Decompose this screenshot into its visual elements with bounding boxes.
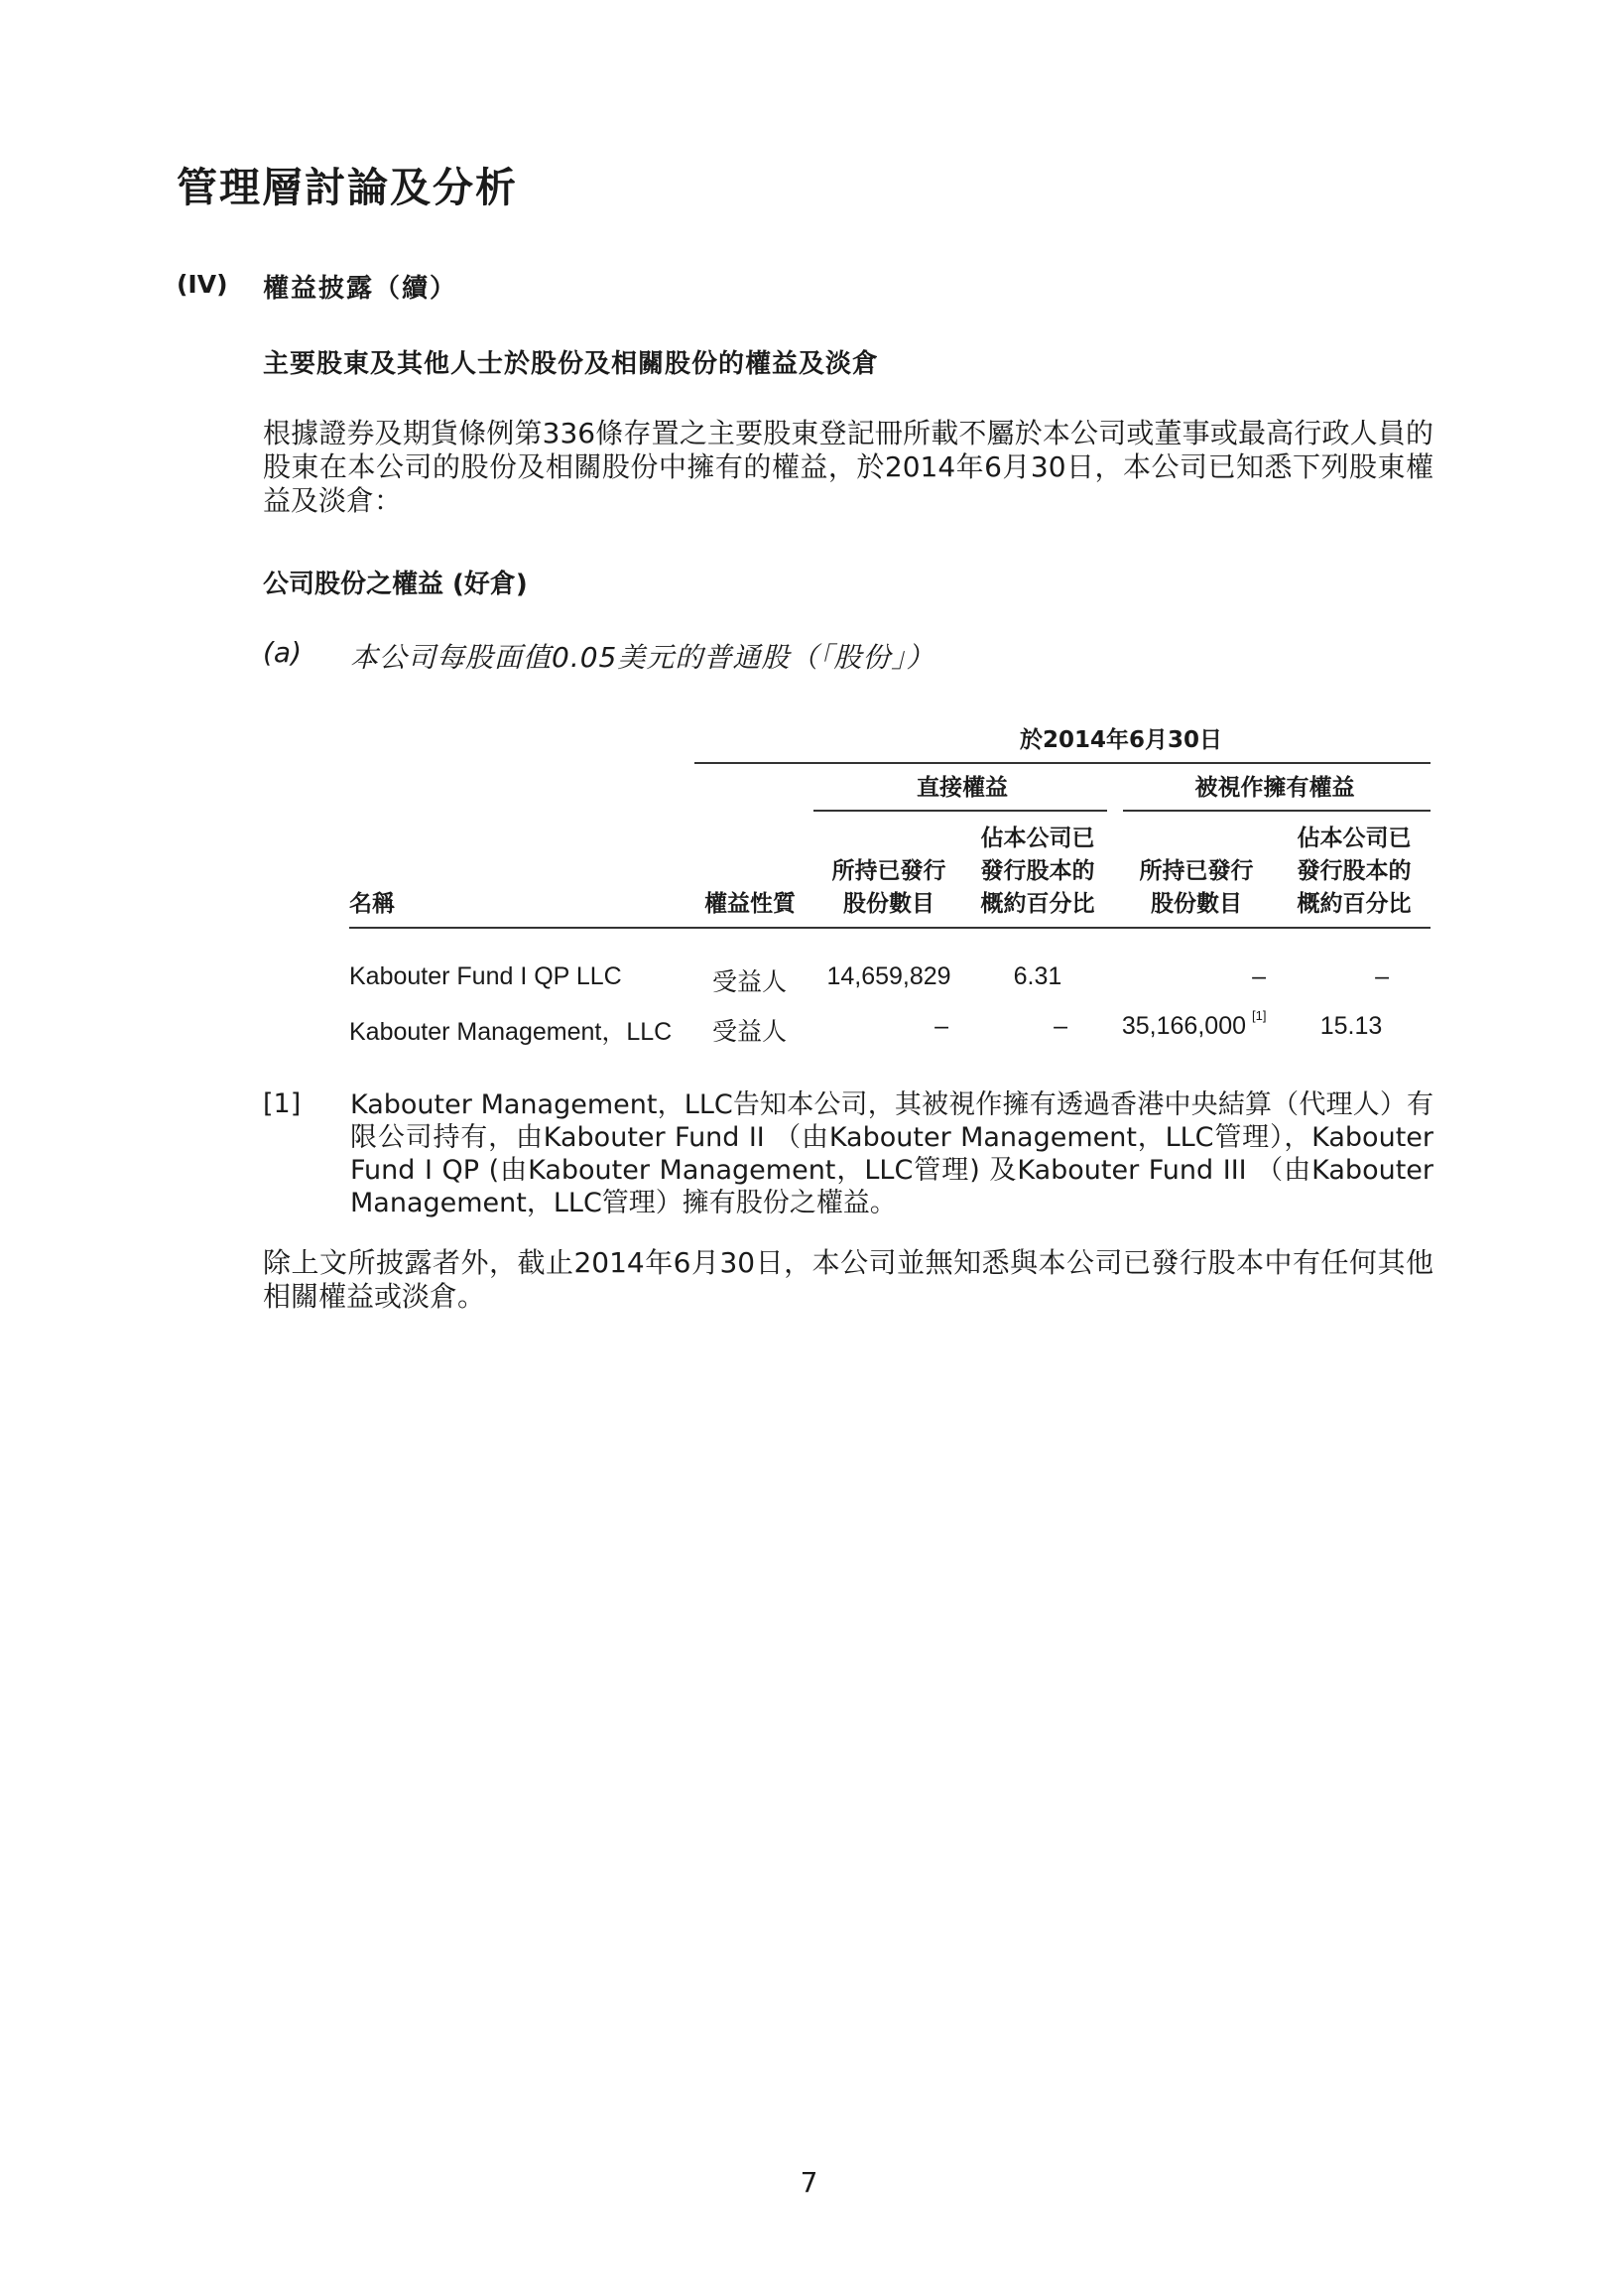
col-name-header: 名稱 [349,891,395,917]
row1-direct-shares: 14,659,829 [826,962,951,990]
row2-deemed-pct: 15.13 [1319,1012,1383,1040]
row2-name: Kabouter Management，LLC [349,1018,673,1046]
row2-deemed-note: [1] [1252,1008,1267,1023]
item-label: (a) [263,636,303,669]
group-direct-header: 直接權益 [917,775,1008,801]
table-header-rule [349,927,1431,929]
intro-paragraph: 根據證券及期貨條例第336條存置之主要股東登記冊所載不屬於本公司或董事或最高行政人員的股東在本公司的股份及相關股份中擁有的權益，於2014年6月30日，本公司已知悉下列股東權益及淡倉： [263,417,1433,517]
col-deemed-pct-header: 佔本公司已 發行股本的 概約百分比 [1297,826,1412,917]
item-text: 本公司每股面值0.05美元的普通股（「股份」） [350,641,935,674]
col-direct-pct-header: 佔本公司已 發行股本的 概約百分比 [980,826,1095,917]
date-header: 於2014年6月30日 [1019,727,1223,753]
group-deemed-header: 被視作擁有權益 [1194,775,1355,801]
footnote-marker: [1] [263,1088,302,1119]
row2-direct-pct: – [1054,1012,1067,1040]
row2-nature: 受益人 [712,1017,788,1046]
footnote-text: Kabouter Management，LLC告知本公司，其被視作擁有透過香港中央結算（代理人）有限公司持有，由Kabouter Fund II （由Kabouter Management，LLC管理），Kabouter Fund I QP (由Kabouter Management，LLC管理) 及Kabouter Fund III （由Kabouter Management，LLC管理）擁有股份之權益。 [350,1089,1433,1218]
group-direct-rule [813,810,1107,812]
row1-name: Kabouter Fund I QP LLC [349,962,622,990]
col-direct-shares-header: 所持已發行 股份數目 [831,858,946,917]
table-heading: 公司股份之權益 (好倉) [263,570,528,599]
group-deemed-rule [1123,810,1431,812]
row1-direct-pct: 6.31 [1013,962,1062,990]
page-title: 管理層討論及分析 [177,164,518,211]
subsection-title: 主要股東及其他人士於股份及相關股份的權益及淡倉 [263,349,880,379]
row1-nature: 受益人 [712,967,788,996]
row2-deemed-shares: 35,166,000 [1121,1012,1246,1040]
row2-direct-shares: – [934,1012,948,1040]
row1-deemed-pct: – [1375,962,1389,990]
closing-paragraph: 除上文所披露者外，截止2014年6月30日，本公司並無知悉與本公司已發行股本中有任何其他相關權益或淡倉。 [263,1246,1433,1313]
table-rule-top [694,762,1431,764]
section-number: (IV) [177,270,228,299]
row1-deemed-shares: – [1252,962,1266,990]
section-title: 權益披露（續） [263,274,458,304]
col-nature-header: 權益性質 [704,891,796,917]
col-deemed-shares-header: 所持已發行 股份數目 [1139,858,1254,917]
page-number: 7 [800,2166,818,2199]
